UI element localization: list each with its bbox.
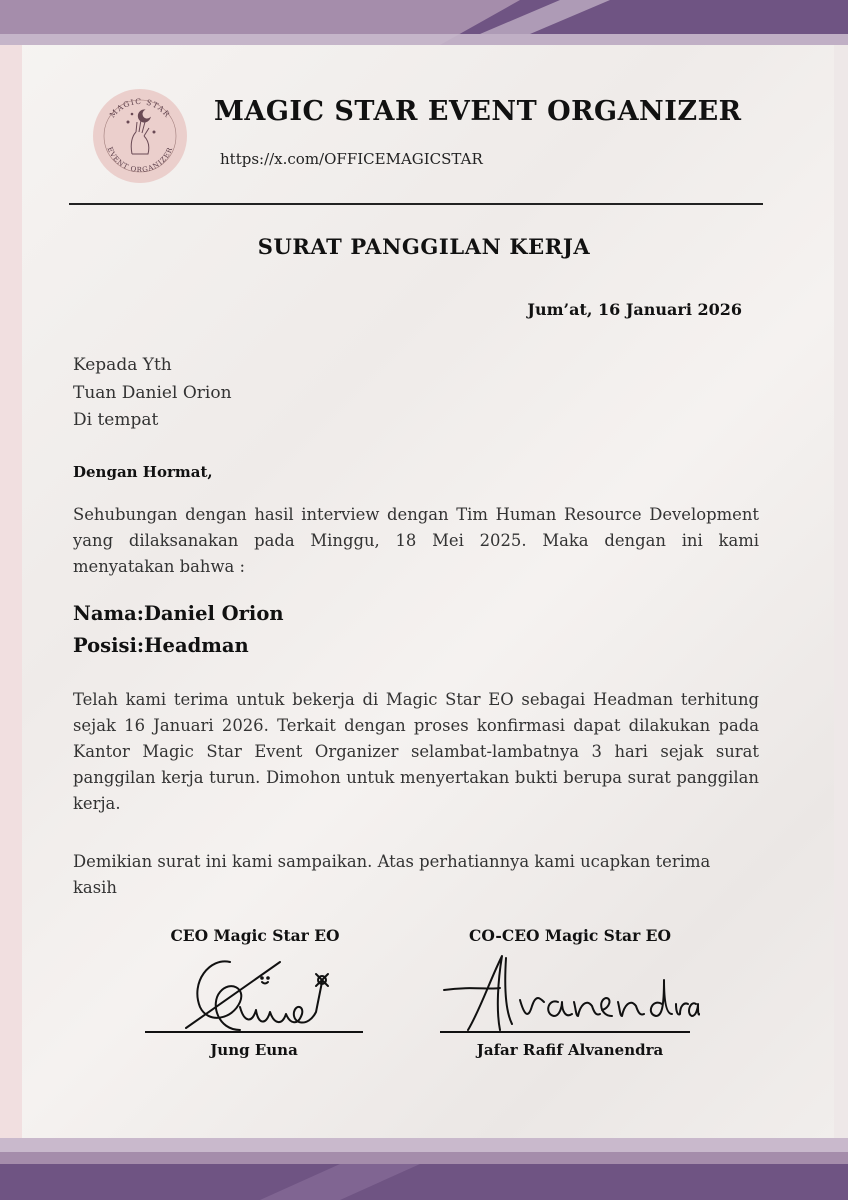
company-logo	[92, 88, 188, 184]
field-value: Headman	[144, 634, 249, 657]
top-band-shapes	[0, 0, 848, 45]
signature-line	[145, 1031, 363, 1033]
field-posisi: Posisi:Headman	[73, 634, 249, 657]
bottom-band-shapes	[0, 1138, 848, 1200]
signature-title: CEO Magic Star EO	[170, 926, 340, 945]
signature-block-coceo	[440, 926, 700, 945]
signature-block-ceo	[125, 926, 385, 945]
field-value: Daniel Orion	[143, 602, 284, 625]
recipient-line: Kepada Yth	[73, 355, 172, 375]
company-url[interactable]: https://x.com/OFFICEMAGICSTAR	[220, 150, 483, 168]
field-label: Nama	[73, 602, 137, 625]
left-border-strip	[0, 0, 22, 1200]
recipient-line: Tuan Daniel Orion	[73, 382, 232, 403]
logo-text-bottom: EVENT ORGANIZER	[105, 145, 175, 175]
signature-title: CO-CEO Magic Star EO	[469, 926, 671, 945]
field-nama: Nama:Daniel Orion	[73, 602, 284, 625]
greeting: Dengan Hormat,	[73, 463, 213, 481]
body-paragraph: Telah kami terima untuk bekerja di Magic Star EO sebagai Headman terhitung sejak 16 Januari 2026. Terkait dengan proses konfirmasi dapat dilakukan pada Kantor Magic Star Event Organizer selambat-lambatnya 3 hari sejak surat panggilan kerja turun. Dimohon untuk menyertakan bukti berupa surat panggilan kerja.	[73, 690, 759, 813]
bottom-decorative-band	[0, 1138, 848, 1200]
header-divider	[69, 203, 763, 205]
recipient-block	[73, 352, 232, 435]
intro-paragraph: Sehubungan dengan hasil interview dengan Tim Human Resource Development yang dilaksanakan pada Minggu, 18 Mei 2025. Maka dengan ini kami menyatakan bahwa :	[73, 505, 759, 576]
signature-euna	[170, 952, 350, 1042]
field-label: Posisi	[73, 634, 137, 657]
company-name: MAGIC STAR EVENT ORGANIZER	[214, 96, 742, 127]
recipient-line: Di tempat	[73, 410, 159, 430]
letter-title: SURAT PANGGILAN KERJA	[257, 234, 591, 259]
letter-date: Jum’at, 16 Januari 2026	[527, 300, 742, 319]
signer-name: Jafar Rafif Alvanendra	[476, 1041, 664, 1059]
signature-alvanendra	[440, 950, 700, 1040]
logo-text-top: MAGIC STAR	[107, 96, 173, 120]
signature-line	[440, 1031, 690, 1033]
right-border-strip	[834, 0, 848, 1200]
top-decorative-band	[0, 0, 848, 45]
signer-name: Jung Euna	[210, 1041, 298, 1059]
closing-paragraph: Demikian surat ini kami sampaikan. Atas perhatiannya kami ucapkan terima kasih	[73, 852, 711, 897]
